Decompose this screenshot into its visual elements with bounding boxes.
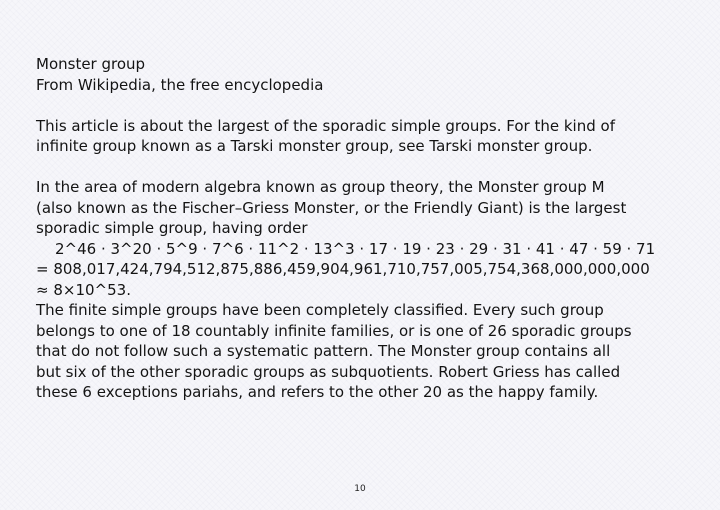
spacer xyxy=(36,95,686,116)
order-factorization: 2^46 · 3^20 · 5^9 · 7^6 · 11^2 · 13^3 · 17 · 19 · 23 · 29 · 31 · 41 · 47 · 59 · 71 xyxy=(55,239,656,258)
classification-line: belongs to one of 18 countably infinite families, or is one of 26 sporadic groups xyxy=(36,321,632,340)
classification-line: The finite simple groups have been completely classified. Every such group xyxy=(36,301,604,319)
order-approximation: ≈ 8×10^53. xyxy=(36,280,131,299)
classification-line: but six of the other sporadic groups as subquotients. Robert Griess has called xyxy=(36,362,621,381)
spacer xyxy=(36,157,686,178)
article-page xyxy=(36,54,686,403)
hatnote-line: infinite group known as a Tarski monster group, see Tarski monster group. xyxy=(36,137,593,155)
order-exact-value: = 808,017,424,794,512,875,886,459,904,961,710,757,005,754,368,000,000,000 xyxy=(36,260,650,278)
hatnote-line: This article is about the largest of the sporadic simple groups. For the kind of xyxy=(36,116,615,135)
intro-line: (also known as the Fischer–Griess Monster, or the Friendly Giant) is the largest xyxy=(36,198,627,217)
classification-line: these 6 exceptions pariahs, and refers to the other 20 as the happy family. xyxy=(36,383,599,401)
page-number: 10 xyxy=(354,484,366,494)
article-source: From Wikipedia, the free encyclopedia xyxy=(36,75,324,94)
intro-line: sporadic simple group, having order xyxy=(36,219,308,237)
intro-line: In the area of modern algebra known as group theory, the Monster group M xyxy=(36,178,605,196)
classification-line: that do not follow such a systematic pattern. The Monster group contains all xyxy=(36,342,611,360)
article-title: Monster group xyxy=(36,55,146,73)
